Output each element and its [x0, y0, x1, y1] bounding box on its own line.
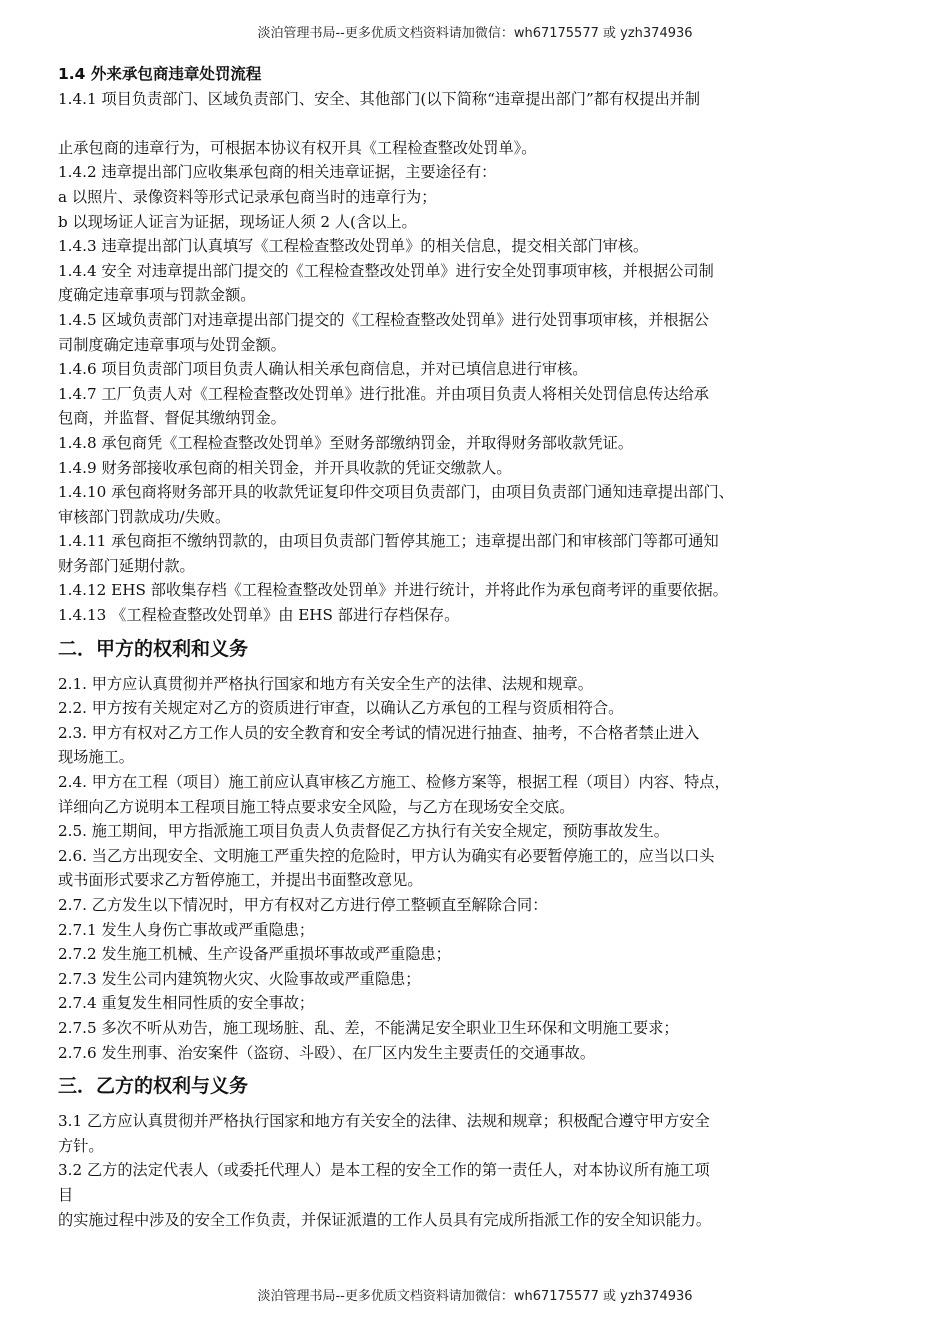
text-line: 1.4.11 承包商拒不缴纳罚款的，由项目负责部门暂停其施工；违章提出部门和审核部门等都可通知: [58, 532, 719, 551]
text-line: 2.6. 当乙方出现安全、文明施工严重失控的危险时，甲方认为确实有必要暂停施工的，应当以口头: [58, 846, 715, 865]
text-line: 2.4. 甲方在工程（项目）施工前应认真审核乙方施工、检修方案等，根据工程（项目）内容、特点，: [58, 773, 730, 792]
text-line: 1.4.3 违章提出部门认真填写《工程检查整改处罚单》的相关信息，提交相关部门审核。: [58, 237, 649, 256]
blank-line: [58, 111, 904, 136]
text-line: 1.4.10 承包商将财务部开具的收款凭证复印件交项目负责部门，由项目负责部门通知违章提出部门、: [58, 483, 734, 502]
text-line: 或书面形式要求乙方暂停施工，并提出书面整改意见。: [58, 871, 423, 890]
section-2-body: [58, 672, 904, 1066]
text-line: 目: [58, 1185, 74, 1204]
section-1-4-body-a: [58, 87, 904, 112]
text-line: 司制度确定违章事项与处罚金额。: [58, 335, 286, 354]
text-line: 2.7.1 发生人身伤亡事故或严重隐患；: [58, 920, 315, 939]
text-line: 2.2. 甲方按有关规定对乙方的资质进行审查，以确认乙方承包的工程与资质相符合。: [58, 699, 624, 718]
text-line: 2.7.3 发生公司内建筑物火灾、火险事故或严重隐患；: [58, 969, 421, 988]
section-1-4-body-b: [58, 136, 904, 628]
page-header: 淡泊管理书局--更多优质文档资料请加微信：wh67175577 或 yzh374936: [257, 26, 693, 41]
section-2-title: 二．甲方的权利和义务: [58, 637, 249, 660]
section-3-title: 三．乙方的权利与义务: [58, 1075, 249, 1098]
text-line: 1.4.13 《工程检查整改处罚单》由 EHS 部进行存档保存。: [58, 606, 460, 625]
text-line: 2.7.4 重复发生相同性质的安全事故；: [58, 994, 315, 1013]
text-line: 止承包商的违章行为，可根据本协议有权开具《工程检查整改处罚单》。: [58, 138, 537, 157]
text-line: 财务部门延期付款。: [58, 556, 195, 575]
text-line: 1.4.7 工厂负责人对《工程检查整改处罚单》进行批准。并由项目负责人将相关处罚信息传达给承: [58, 384, 709, 403]
text-line: 2.7.2 发生施工机械、生产设备严重损坏事故或严重隐患；: [58, 945, 451, 964]
text-line: a 以照片、录像资料等形式记录承包商当时的违章行为；: [58, 187, 437, 206]
text-line: 1.4.5 区域负责部门对违章提出部门提交的《工程检查整改处罚单》进行处罚事项审核，并根据公: [58, 310, 709, 329]
text-line: 2.3. 甲方有权对乙方工作人员的安全教育和安全考试的情况进行抽查、抽考，不合格者禁止进入: [58, 723, 700, 742]
text-line: b 以现场证人证言为证据，现场证人须 2 人(含以上。: [58, 212, 417, 231]
text-line: 的实施过程中涉及的安全工作负责，并保证派遣的工作人员具有完成所指派工作的安全知识能力。: [58, 1210, 712, 1229]
text-line: 3.1 乙方应认真贯彻并严格执行国家和地方有关安全的法律、法规和规章；积极配合遵守甲方安全: [58, 1112, 710, 1131]
text-line: 度确定违章事项与罚款金额。: [58, 286, 256, 305]
section-1-4-title: 1.4 外来承包商违章处罚流程: [58, 65, 262, 83]
text-line: 2.7.5 多次不听从劝告，施工现场脏、乱、差，不能满足安全职业卫生环保和文明施工要求；: [58, 1018, 679, 1037]
text-line: 1.4.2 违章提出部门应收集承包商的相关违章证据，主要途径有：: [58, 163, 497, 182]
text-line: 现场施工。: [58, 748, 134, 767]
page-footer: 淡泊管理书局--更多优质文档资料请加微信：wh67175577 或 yzh374936: [257, 1289, 693, 1304]
text-line: 2.5. 施工期间，甲方指派施工项目负责人负责督促乙方执行有关安全规定，预防事故发生。: [58, 822, 669, 841]
text-line: 1.4.8 承包商凭《工程检查整改处罚单》至财务部缴纳罚金，并取得财务部收款凭证。: [58, 433, 634, 452]
document-body: [58, 62, 904, 1232]
section-3-body: [58, 1109, 904, 1232]
text-line: 详细向乙方说明本工程项目施工特点要求安全风险，与乙方在现场安全交底。: [58, 797, 575, 816]
text-line: 1.4.12 EHS 部收集存档《工程检查整改处罚单》并进行统计，并将此作为承包商考评的重要依据。: [58, 581, 728, 600]
text-line: 2.7. 乙方发生以下情况时，甲方有权对乙方进行停工整顿直至解除合同：: [58, 896, 548, 914]
text-line: 2.1. 甲方应认真贯彻并严格执行国家和地方有关安全生产的法律、法规和规章。: [58, 674, 593, 693]
text-line: 1.4.9 财务部接收承包商的相关罚金，并开具收款的凭证交缴款人。: [58, 458, 512, 477]
text-line: 1.4.6 项目负责部门项目负责人确认相关承包商信息，并对已填信息进行审核。: [58, 360, 588, 379]
text-line: 审核部门罚款成功/失败。: [58, 507, 231, 526]
text-line: 3.2 乙方的法定代表人（或委托代理人）是本工程的安全工作的第一责任人，对本协议所有施工项: [58, 1161, 710, 1180]
text-line: 包商，并监督、督促其缴纳罚金。: [58, 409, 286, 428]
text-line: 2.7.6 发生刑事、治安案件（盗窃、斗殴）、在厂区内发生主要责任的交通事故。: [58, 1043, 596, 1062]
text-line: 1.4.4 安全 对违章提出部门提交的《工程检查整改处罚单》进行安全处罚事项审核，并根据公司制: [58, 261, 714, 280]
text-line: 方针。: [58, 1136, 104, 1155]
text-line: 1.4.1 项目负责部门、区域负责部门、安全、其他部门(以下简称“违章提出部门”都有权提出并制: [58, 89, 701, 108]
